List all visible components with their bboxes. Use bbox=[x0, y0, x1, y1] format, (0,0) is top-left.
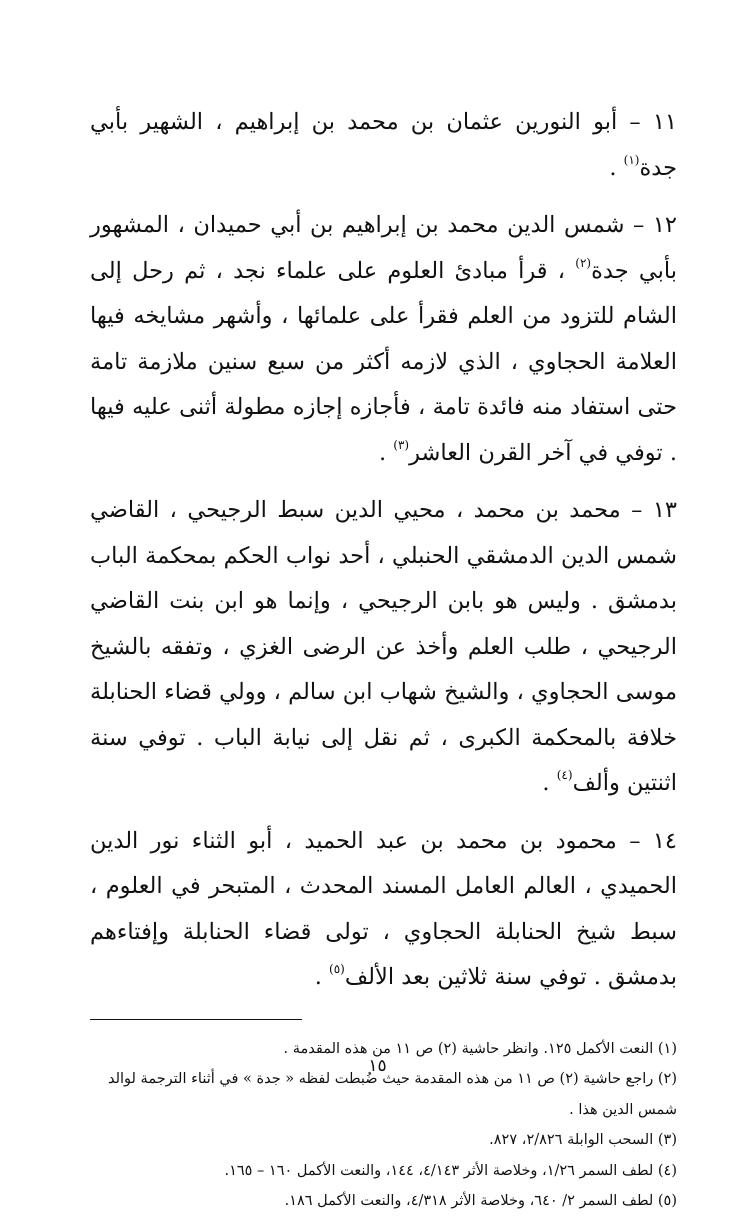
footnote-2: (٢) راجع حاشية (٢) ص ١١ من هذه المقدمة حيث ضُبطت لفظه « جدة » في أثناء الترجمة لوالد شمس الدين هذا . bbox=[107, 1071, 677, 1118]
footnote-ref[interactable]: (٣) bbox=[393, 437, 410, 452]
entry-text: ١٢ – شمس الدين محمد بن إبراهيم بن أبي حميدان ، المشهور بأبي جدة bbox=[90, 212, 677, 284]
page-number: ١٥ bbox=[368, 1056, 387, 1076]
footnote-5: (٥) لطف السمر ٢/ ٦٤٠، وخلاصة الأثر ٤/٣١٨، والنعت الأكمل ١٨٦. bbox=[284, 1193, 677, 1209]
entry-text: ١٤ – محمود بن محمد بن عبد الحميد ، أبو الثناء نور الدين الحميدي ، العالم العامل المسند المحدث ، المتبحر في العلوم ، سبط شيخ الحنابلة الحجاوي ، تولى قضاء الحنابلة وإفتاءهم بدمشق . توفي سنة ثلاثين بعد الألف bbox=[90, 827, 677, 990]
footnote-3: (٣) السحب الوابلة ٢/٨٢٦، ٨٢٧. bbox=[489, 1132, 677, 1148]
entry-text: ١١ – أبو النورين عثمان بن محمد بن إبراهيم ، الشهير بأبي جدة bbox=[90, 109, 677, 181]
entry-end: . bbox=[542, 770, 557, 796]
footnote-1: (١) النعت الأكمل ١٢٥. وانظر حاشية (٢) ص ١١ من هذه المقدمة . bbox=[283, 1040, 677, 1057]
footnote-ref[interactable]: (٤) bbox=[556, 768, 573, 782]
entry-text-cont: ، قرأ مبادئ العلوم على علماء نجد ، ثم رحل إلى الشام للتزود من العلم فقرأ على علمائها ، وأشهر مشايخه فيها العلامة الحجاوي ، الذي لازمه أكثر من سبع سنين ملازمة تامة حتى استفاد منه فائدة تامة ، فأجازه إجازه مطولة أثنى عليه فيها . توفي في آخر القرن العاشر bbox=[90, 257, 677, 466]
footnote-ref[interactable]: (٥) bbox=[329, 962, 345, 976]
entry-11 bbox=[90, 100, 677, 191]
footnote-ref[interactable]: (٢) bbox=[575, 255, 592, 270]
entry-end: . bbox=[609, 154, 624, 181]
footnote-ref[interactable]: (١) bbox=[623, 152, 640, 167]
entry-end: . bbox=[314, 964, 330, 990]
footnote-divider bbox=[90, 1019, 302, 1020]
entry-14 bbox=[90, 819, 677, 1001]
entry-13 bbox=[90, 488, 677, 807]
entry-text: ١٣ – محمد بن محمد ، محيي الدين سبط الرجيحي ، القاضي شمس الدين الدمشقي الحنبلي ، أحد نواب الحكم بمحكمة الباب بدمشق . وليس هو بابن الرجيحي ، وإنما هو ابن بنت القاضي الرجيحي ، طلب العلم وأخذ عن الرضى الغزي ، وتفقه بالشيخ موسى الحجاوي ، والشيخ شهاب ابن سالم ، وولي قضاء الحنابلة خلافة بالمحكمة الكبرى ، ثم نقل إلى نيابة الباب . توفي سنة اثنتين وألف bbox=[90, 497, 677, 796]
footnote-4: (٤) لطف السمر ١/٢٦، وخلاصة الأثر ٤/١٤٣، ١٤٤، والنعت الأكمل ١٦٠ – ١٦٥. bbox=[224, 1162, 677, 1179]
entry-12 bbox=[90, 203, 677, 476]
entry-end: . bbox=[378, 439, 394, 466]
